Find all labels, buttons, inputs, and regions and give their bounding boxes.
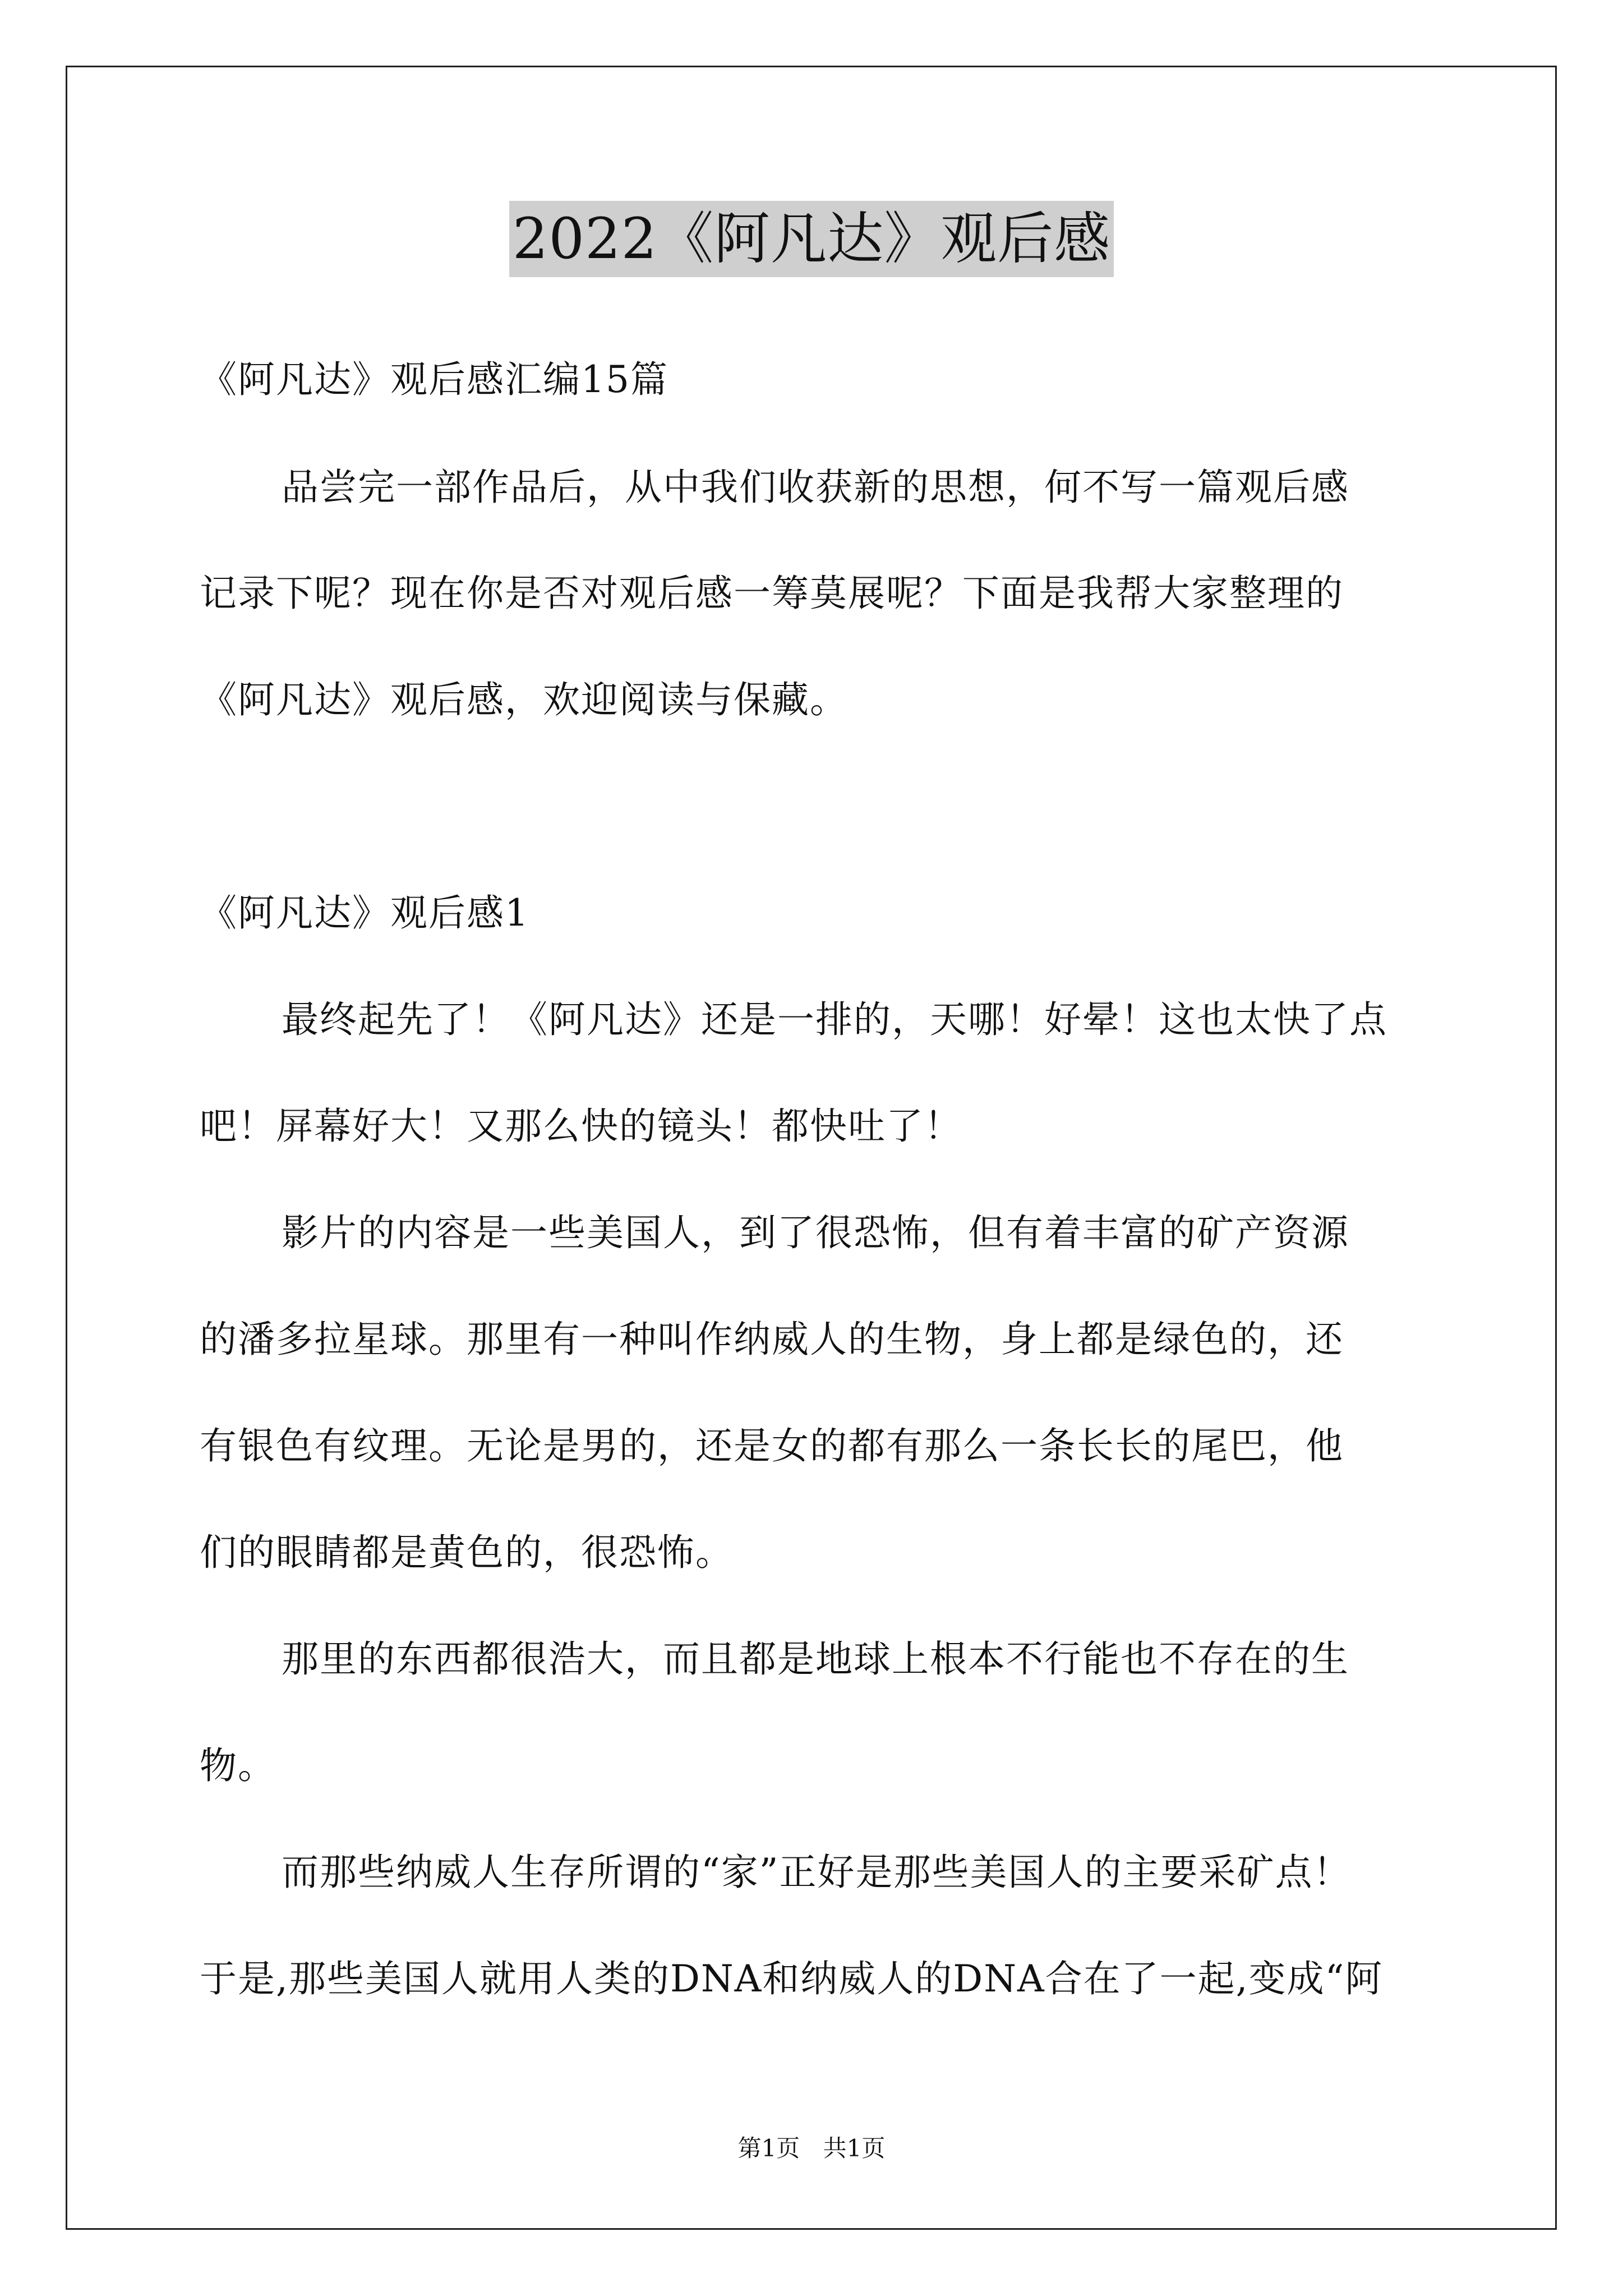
page-total: 共1页 <box>823 2134 886 2162</box>
intro-line-2: 记录下呢？现在你是否对观后感一筹莫展呢？下面是我帮大家整理的 <box>200 572 1344 615</box>
body-line-5: 有银色有纹理。无论是男的，还是女的都有那么一条长长的尾巴，他 <box>200 1424 1344 1467</box>
body-line-8: 物。 <box>200 1744 276 1787</box>
page-number: 第1页 <box>737 2134 800 2162</box>
body-line-1: 最终起先了！《阿凡达》还是一排的，天哪！好晕！这也太快了点 <box>282 998 1387 1041</box>
page-footer <box>0 2132 1623 2165</box>
body-line-7: 那里的东西都很浩大，而且都是地球上根本不行能也不存在的生 <box>282 1637 1349 1681</box>
intro-line-1: 品尝完一部作品后，从中我们收获新的思想，何不写一篇观后感 <box>282 466 1349 509</box>
body-line-9: 而那些纳威人生存所谓的“家”正好是那些美国人的主要采矿点！ <box>282 1851 1352 1894</box>
document-title: 2022《阿凡达》观后感 <box>509 201 1114 277</box>
intro-line-3: 《阿凡达》观后感，欢迎阅读与保藏。 <box>200 678 848 721</box>
body-line-3: 影片的内容是一些美国人，到了很恐怖，但有着丰富的矿产资源 <box>282 1211 1349 1254</box>
section-heading: 《阿凡达》观后感1 <box>200 891 529 935</box>
subtitle: 《阿凡达》观后感汇编15篇 <box>200 358 668 401</box>
body-line-2: 吧！屏幕好大！又那么快的镜头！都快吐了！ <box>200 1105 962 1148</box>
body-line-10: 于是,那些美国人就用人类的DNA和纳威人的DNA合在了一起,变成“阿 <box>200 1957 1384 2000</box>
title-container <box>0 201 1623 277</box>
body-line-4: 的潘多拉星球。那里有一种叫作纳威人的生物，身上都是绿色的，还 <box>200 1318 1344 1361</box>
body-line-6: 们的眼睛都是黄色的，很恐怖。 <box>200 1531 734 1574</box>
